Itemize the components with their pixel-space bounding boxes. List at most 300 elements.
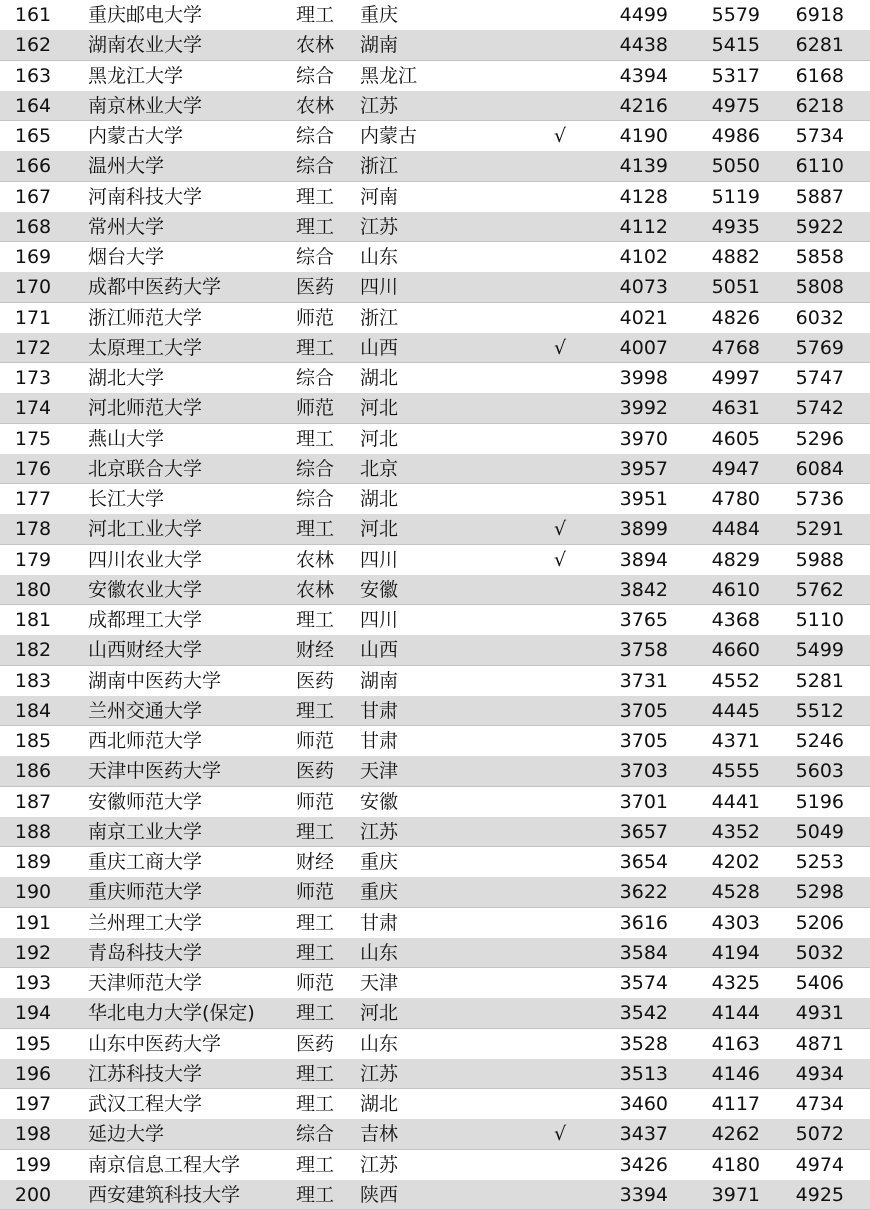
rank-cell: 163 [14,64,52,87]
value-2-cell: 4829 [711,548,760,571]
value-1-cell: 3894 [619,548,668,571]
value-3-cell: 4734 [795,1093,844,1115]
rank-cell: 195 [14,1032,52,1055]
province-cell: 重庆 [360,4,399,26]
table-row [0,726,870,756]
table-row [0,575,870,605]
value-1-cell: 3705 [619,730,668,752]
category-cell: 医药 [296,669,335,692]
checkmark-cell [548,1089,572,1119]
checkmark-cell [548,787,572,817]
checkmark-cell [548,998,572,1028]
checkmark-cell: √ [553,1123,567,1146]
value-3-cell: 4934 [795,1062,844,1085]
checkmark-cell [548,484,572,514]
value-1-cell: 4021 [619,306,668,329]
table-row [0,938,870,968]
value-3-cell: 5296 [795,427,844,450]
value-2-cell: 4303 [711,911,760,934]
value-2-cell: 4947 [711,457,760,480]
checkmark-cell [548,363,572,393]
province-cell: 甘肃 [360,730,399,752]
checkmark-cell: √ [553,336,567,359]
province-cell: 湖北 [360,488,399,510]
checkmark-cell [548,242,572,272]
university-name-cell: 重庆邮电大学 [88,4,203,26]
rank-cell: 166 [14,155,52,178]
value-2-cell: 4163 [711,1032,760,1055]
value-2-cell: 3971 [711,1183,760,1206]
university-name-cell: 南京信息工程大学 [88,1153,241,1176]
category-cell: 理工 [296,427,335,450]
checkmark-cell [548,635,572,665]
university-name-cell: 延边大学 [88,1123,165,1146]
table-row [0,242,870,272]
category-cell: 农林 [296,548,335,571]
rank-cell: 184 [14,699,52,722]
checkmark-cell: √ [553,548,567,571]
table-row [0,91,870,121]
province-cell: 甘肃 [360,699,399,722]
category-cell: 综合 [296,125,335,147]
category-cell: 理工 [296,911,335,934]
value-2-cell: 4202 [711,851,760,873]
table-row [0,877,870,907]
rank-cell: 164 [14,94,52,117]
value-2-cell: 4555 [711,760,760,783]
value-2-cell: 4325 [711,972,760,994]
value-2-cell: 4997 [711,367,760,389]
value-3-cell: 6110 [795,155,844,178]
table-row [0,514,870,544]
table-row [0,847,870,877]
value-1-cell: 4128 [619,185,668,208]
university-name-cell: 兰州理工大学 [88,911,203,934]
university-name-cell: 西北师范大学 [88,730,203,752]
checkmark-cell [548,393,572,423]
university-name-cell: 山西财经大学 [88,639,203,662]
university-name-cell: 华北电力大学(保定) [88,1002,255,1025]
table-row [0,0,870,30]
checkmark-cell [548,605,572,635]
value-3-cell: 5736 [795,488,844,510]
category-cell: 理工 [296,820,335,843]
table-row [0,817,870,847]
rank-cell: 167 [14,185,52,208]
province-cell: 浙江 [360,155,399,178]
province-cell: 天津 [360,972,399,994]
province-cell: 甘肃 [360,911,399,934]
value-3-cell: 5808 [795,276,844,299]
university-name-cell: 西安建筑科技大学 [88,1183,241,1206]
university-name-cell: 湖南中医药大学 [88,669,222,692]
value-1-cell: 3616 [619,911,668,934]
university-name-cell: 烟台大学 [88,246,165,268]
value-1-cell: 3899 [619,518,668,541]
rank-cell: 175 [14,427,52,450]
value-2-cell: 4117 [711,1093,760,1115]
rank-cell: 183 [14,669,52,692]
table-row [0,121,870,151]
checkmark-cell [548,726,572,756]
value-3-cell: 5512 [795,699,844,722]
university-name-cell: 兰州交通大学 [88,699,203,722]
university-name-cell: 北京联合大学 [88,457,203,480]
checkmark-cell [548,91,572,121]
value-2-cell: 4631 [711,397,760,420]
value-3-cell: 4931 [795,1002,844,1025]
table-row [0,908,870,938]
province-cell: 河南 [360,185,399,208]
university-name-cell: 四川农业大学 [88,548,203,571]
value-3-cell: 6084 [795,457,844,480]
table-row [0,30,870,60]
checkmark-cell [548,908,572,938]
category-cell: 财经 [296,851,335,873]
checkmark-cell [548,182,572,212]
rank-cell: 200 [14,1183,52,1206]
university-name-cell: 天津中医药大学 [88,760,222,783]
checkmark-cell [548,151,572,181]
table-row [0,696,870,726]
value-3-cell: 4925 [795,1183,844,1206]
rank-cell: 176 [14,457,52,480]
value-1-cell: 4139 [619,155,668,178]
province-cell: 安徽 [360,578,399,601]
value-1-cell: 3951 [619,488,668,510]
rank-cell: 189 [14,851,52,873]
province-cell: 河北 [360,518,399,541]
table-row [0,968,870,998]
rank-cell: 173 [14,367,52,389]
university-name-cell: 成都中医药大学 [88,276,222,299]
table-row [0,272,870,302]
rank-cell: 186 [14,760,52,783]
checkmark-cell [548,756,572,786]
value-1-cell: 4394 [619,64,668,87]
university-name-cell: 成都理工大学 [88,609,203,631]
value-3-cell: 5246 [795,730,844,752]
checkmark-cell [548,30,572,60]
category-cell: 农林 [296,94,335,117]
category-cell: 综合 [296,64,335,87]
university-name-cell: 湖北大学 [88,367,165,389]
value-2-cell: 4368 [711,609,760,631]
province-cell: 四川 [360,548,399,571]
value-1-cell: 3657 [619,820,668,843]
checkmark-cell [548,666,572,696]
value-3-cell: 4974 [795,1153,844,1176]
checkmark-cell [548,817,572,847]
category-cell: 综合 [296,155,335,178]
rank-cell: 197 [14,1093,52,1115]
value-2-cell: 4780 [711,488,760,510]
value-2-cell: 4194 [711,941,760,964]
checkmark-cell [548,454,572,484]
category-cell: 理工 [296,185,335,208]
category-cell: 师范 [296,881,335,904]
rank-cell: 161 [14,4,52,26]
province-cell: 江苏 [360,1153,399,1176]
rank-cell: 169 [14,246,52,268]
value-2-cell: 4441 [711,790,760,813]
checkmark-cell: √ [553,518,567,541]
value-3-cell: 5499 [795,639,844,662]
category-cell: 理工 [296,1183,335,1206]
province-cell: 北京 [360,457,399,480]
value-1-cell: 3622 [619,881,668,904]
value-1-cell: 3970 [619,427,668,450]
value-1-cell: 3426 [619,1153,668,1176]
rank-cell: 198 [14,1123,52,1146]
rank-cell: 188 [14,820,52,843]
rank-cell: 190 [14,881,52,904]
province-cell: 山西 [360,336,399,359]
value-2-cell: 4371 [711,730,760,752]
category-cell: 师范 [296,730,335,752]
province-cell: 江苏 [360,1062,399,1085]
checkmark-cell [548,847,572,877]
university-name-cell: 南京工业大学 [88,820,203,843]
checkmark-cell [548,1150,572,1180]
rank-cell: 179 [14,548,52,571]
category-cell: 理工 [296,336,335,359]
checkmark-cell [548,1029,572,1059]
rank-cell: 199 [14,1153,52,1176]
university-name-cell: 河南科技大学 [88,185,203,208]
value-1-cell: 3998 [619,367,668,389]
checkmark-cell [548,877,572,907]
category-cell: 医药 [296,760,335,783]
rank-cell: 193 [14,972,52,994]
value-1-cell: 4438 [619,34,668,57]
category-cell: 财经 [296,639,335,662]
value-1-cell: 3542 [619,1002,668,1025]
university-name-cell: 长江大学 [88,488,165,510]
table-row [0,363,870,393]
value-2-cell: 5051 [711,276,760,299]
value-3-cell: 5922 [795,215,844,238]
rank-cell: 196 [14,1062,52,1085]
value-2-cell: 4445 [711,699,760,722]
value-1-cell: 4007 [619,336,668,359]
province-cell: 浙江 [360,306,399,329]
checkmark-cell [548,212,572,242]
province-cell: 江苏 [360,94,399,117]
category-cell: 师范 [296,306,335,329]
province-cell: 吉林 [360,1123,399,1146]
table-row [0,666,870,696]
rank-cell: 180 [14,578,52,601]
category-cell: 师范 [296,790,335,813]
value-1-cell: 4102 [619,246,668,268]
university-name-cell: 安徽农业大学 [88,578,203,601]
university-name-cell: 重庆师范大学 [88,881,203,904]
value-2-cell: 4768 [711,336,760,359]
checkmark-cell [548,696,572,726]
table-row [0,393,870,423]
value-2-cell: 4882 [711,246,760,268]
checkmark-cell [548,272,572,302]
province-cell: 湖南 [360,669,399,692]
value-2-cell: 4660 [711,639,760,662]
value-3-cell: 5734 [795,125,844,147]
province-cell: 湖南 [360,34,399,57]
rank-cell: 168 [14,215,52,238]
table-row [0,424,870,454]
category-cell: 理工 [296,4,335,26]
value-3-cell: 5988 [795,548,844,571]
rank-cell: 185 [14,730,52,752]
table-row [0,1059,870,1089]
rank-cell: 172 [14,336,52,359]
category-cell: 理工 [296,215,335,238]
value-1-cell: 3584 [619,941,668,964]
value-1-cell: 3574 [619,972,668,994]
rank-cell: 181 [14,609,52,631]
province-cell: 山东 [360,246,399,268]
university-name-cell: 常州大学 [88,215,165,238]
value-2-cell: 4935 [711,215,760,238]
province-cell: 安徽 [360,790,399,813]
value-1-cell: 3528 [619,1032,668,1055]
province-cell: 江苏 [360,215,399,238]
rank-cell: 162 [14,34,52,57]
value-2-cell: 4146 [711,1062,760,1085]
checkmark-cell [548,968,572,998]
university-name-cell: 天津师范大学 [88,972,203,994]
value-1-cell: 3705 [619,699,668,722]
province-cell: 重庆 [360,881,399,904]
rank-cell: 182 [14,639,52,662]
value-3-cell: 5206 [795,911,844,934]
value-3-cell: 6168 [795,64,844,87]
university-name-cell: 内蒙古大学 [88,125,184,147]
value-2-cell: 4180 [711,1153,760,1176]
value-3-cell: 6281 [795,34,844,57]
value-1-cell: 3701 [619,790,668,813]
value-2-cell: 4610 [711,578,760,601]
checkmark-cell [548,61,572,91]
value-2-cell: 5050 [711,155,760,178]
category-cell: 师范 [296,397,335,420]
value-2-cell: 4826 [711,306,760,329]
province-cell: 四川 [360,276,399,299]
value-2-cell: 5579 [711,4,760,26]
value-1-cell: 3731 [619,669,668,692]
checkmark-cell [548,303,572,333]
table-row [0,545,870,575]
value-1-cell: 3842 [619,578,668,601]
checkmark-cell [548,424,572,454]
rank-cell: 191 [14,911,52,934]
value-2-cell: 5415 [711,34,760,57]
university-name-cell: 青岛科技大学 [88,941,203,964]
table-row [0,212,870,242]
university-name-cell: 河北师范大学 [88,397,203,420]
value-2-cell: 4552 [711,669,760,692]
table-row [0,1119,870,1149]
university-name-cell: 太原理工大学 [88,336,203,359]
category-cell: 综合 [296,488,335,510]
table-row [0,61,870,91]
value-3-cell: 5742 [795,397,844,420]
category-cell: 综合 [296,246,335,268]
category-cell: 医药 [296,276,335,299]
university-name-cell: 安徽师范大学 [88,790,203,813]
table-row [0,333,870,363]
table-row [0,182,870,212]
checkmark-cell [548,0,572,30]
category-cell: 理工 [296,1002,335,1025]
value-3-cell: 5291 [795,518,844,541]
university-name-cell: 黑龙江大学 [88,64,184,87]
value-3-cell: 5072 [795,1123,844,1146]
value-3-cell: 5769 [795,336,844,359]
category-cell: 理工 [296,1093,335,1115]
checkmark-cell [548,575,572,605]
value-2-cell: 4528 [711,881,760,904]
category-cell: 理工 [296,699,335,722]
value-2-cell: 4605 [711,427,760,450]
value-1-cell: 3513 [619,1062,668,1085]
value-3-cell: 6918 [795,4,844,26]
category-cell: 综合 [296,457,335,480]
value-1-cell: 3992 [619,397,668,420]
table-row [0,998,870,1028]
university-name-cell: 江苏科技大学 [88,1062,203,1085]
value-3-cell: 4871 [795,1032,844,1055]
table-row [0,1029,870,1059]
value-1-cell: 4499 [619,4,668,26]
rank-cell: 178 [14,518,52,541]
table-row [0,635,870,665]
value-1-cell: 3394 [619,1183,668,1206]
checkmark-cell: √ [553,125,567,147]
table-row [0,756,870,786]
table-row [0,605,870,635]
value-3-cell: 6032 [795,306,844,329]
province-cell: 四川 [360,609,399,631]
value-1-cell: 4216 [619,94,668,117]
value-1-cell: 4190 [619,125,668,147]
rank-cell: 174 [14,397,52,420]
province-cell: 黑龙江 [360,64,418,87]
category-cell: 农林 [296,578,335,601]
province-cell: 山东 [360,1032,399,1055]
rank-cell: 177 [14,488,52,510]
table-row [0,151,870,181]
value-1-cell: 3437 [619,1123,668,1146]
table-row [0,454,870,484]
value-2-cell: 4144 [711,1002,760,1025]
value-1-cell: 3703 [619,760,668,783]
value-2-cell: 5119 [711,185,760,208]
value-3-cell: 5110 [795,609,844,631]
table-row [0,484,870,514]
rank-cell: 194 [14,1002,52,1025]
value-3-cell: 5049 [795,820,844,843]
value-3-cell: 6218 [795,94,844,117]
province-cell: 河北 [360,1002,399,1025]
university-name-cell: 温州大学 [88,155,165,178]
category-cell: 师范 [296,972,335,994]
province-cell: 山东 [360,941,399,964]
table-row [0,1150,870,1180]
checkmark-cell [548,1180,572,1210]
university-name-cell: 重庆工商大学 [88,851,203,873]
value-2-cell: 4352 [711,820,760,843]
